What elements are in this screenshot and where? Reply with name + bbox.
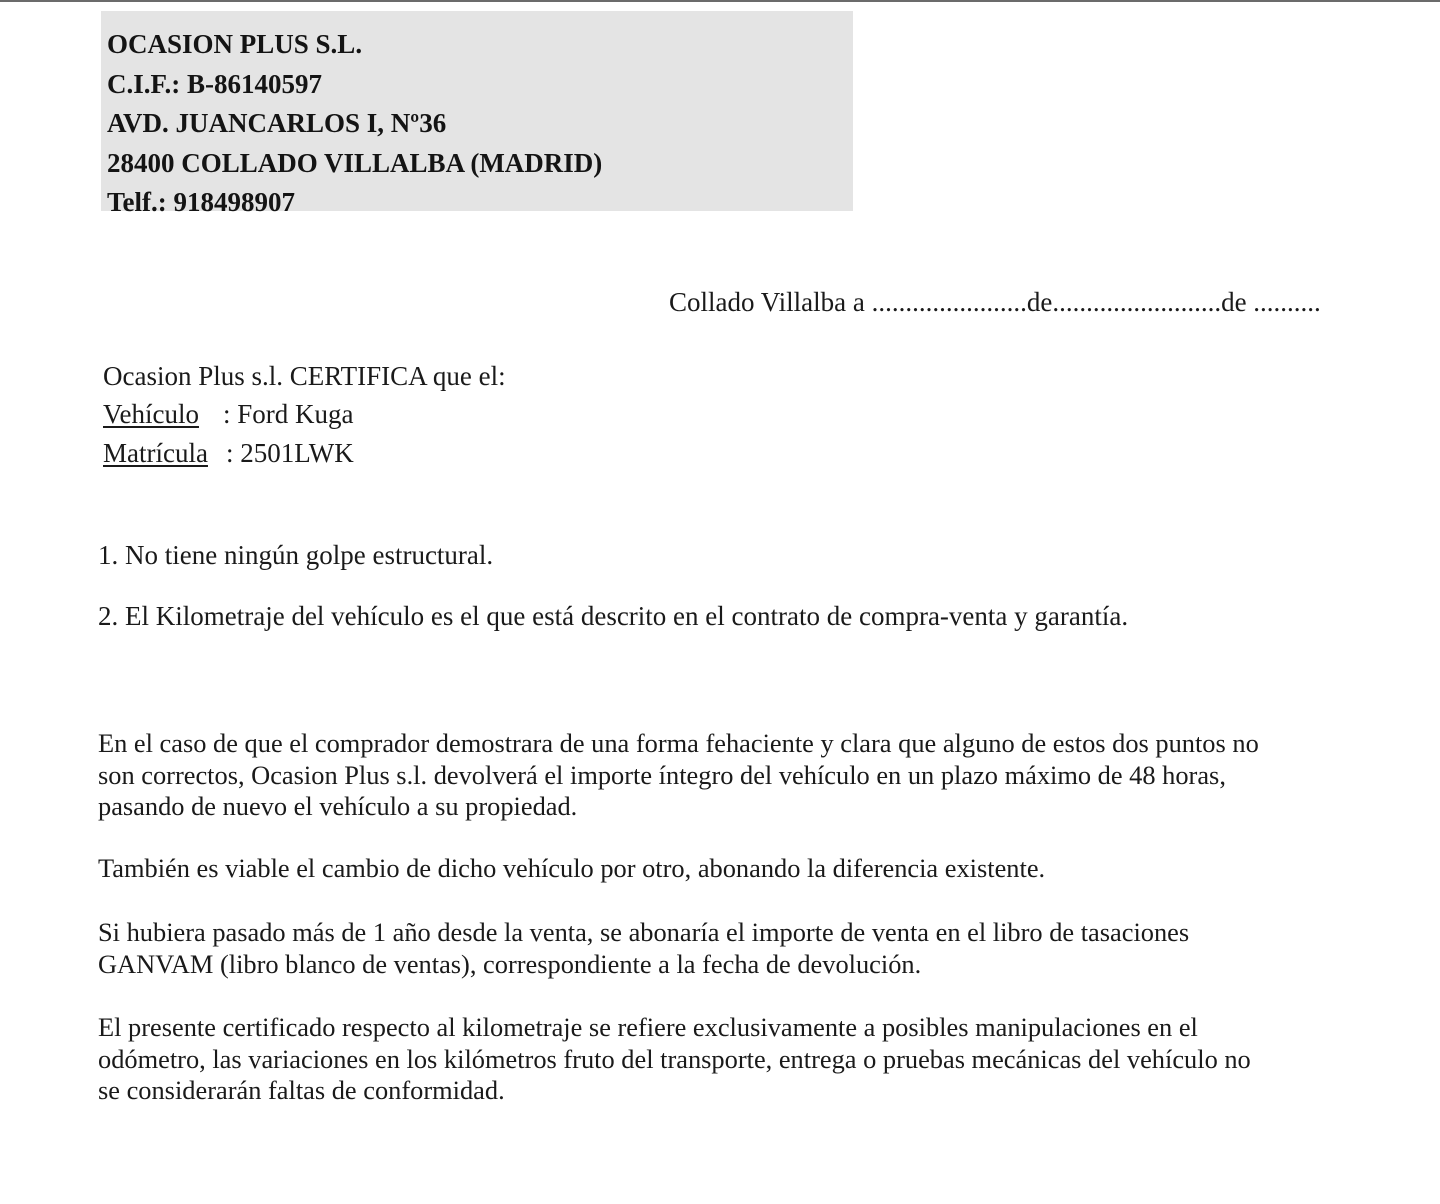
paragraph-refund [98,728,1259,823]
vehicle-value: : Ford Kuga [222,399,354,429]
vehicle-row [103,399,353,430]
paragraph-line: se considerarán faltas de conformidad. [98,1075,505,1105]
plate-value: : 2501LWK [225,438,354,468]
vehicle-label: Vehículo [103,399,199,429]
company-city: 28400 COLLADO VILLALBA (MADRID) [107,147,603,178]
certifies-statement: Ocasion Plus s.l. CERTIFICA que el: [103,361,506,391]
point-2: 2. El Kilometraje del vehículo es el que está descrito en el contrato de compra-venta y garantía. [98,601,1129,631]
company-phone: Telf.: 918498907 [107,187,295,217]
paragraph-line: GANVAM (libro blanco de ventas), correspondiente a la fecha de devolución. [98,948,922,979]
paragraph-line: También es viable el cambio de dicho vehículo por otro, abonando la diferencia existente. [98,853,1046,883]
top-border-rule [0,0,1440,2]
paragraph-line: pasando de nuevo el vehículo a su propiedad. [98,791,578,821]
paragraph-odometer [98,1012,1251,1107]
company-address: AVD. JUANCARLOS I, Nº36 [107,108,447,138]
plate-label: Matrícula [103,438,208,468]
paragraph-line: Si hubiera pasado más de 1 año desde la venta, se abonaría el importe de venta en el libro de tasaciones [98,917,1190,947]
company-name: OCASION PLUS S.L. [107,29,363,59]
company-cif: C.I.F.: B-86140597 [107,68,323,99]
point-1: 1. No tiene ningún golpe estructural. [98,540,494,570]
plate-row [103,438,354,469]
paragraph-line: El presente certificado respecto al kilometraje se refiere exclusivamente a posibles manipulaciones en el [98,1012,1198,1042]
paragraph-line: son correctos, Ocasion Plus s.l. devolverá el importe íntegro del vehículo en un plazo máximo de 48 horas, [98,759,1226,790]
paragraph-line: En el caso de que el comprador demostrara de una forma fehaciente y clara que alguno de estos dos puntos no [98,728,1259,758]
paragraph-line: odómetro, las variaciones en los kilómetros fruto del transporte, entrega o pruebas mecánicas del vehículo no [98,1043,1251,1074]
company-header-box [101,11,853,217]
paragraph-exchange [98,853,1045,885]
paragraph-ganvam [98,917,1189,980]
date-line: Collado Villalba a .......................de.........................de .......... [669,287,1321,317]
